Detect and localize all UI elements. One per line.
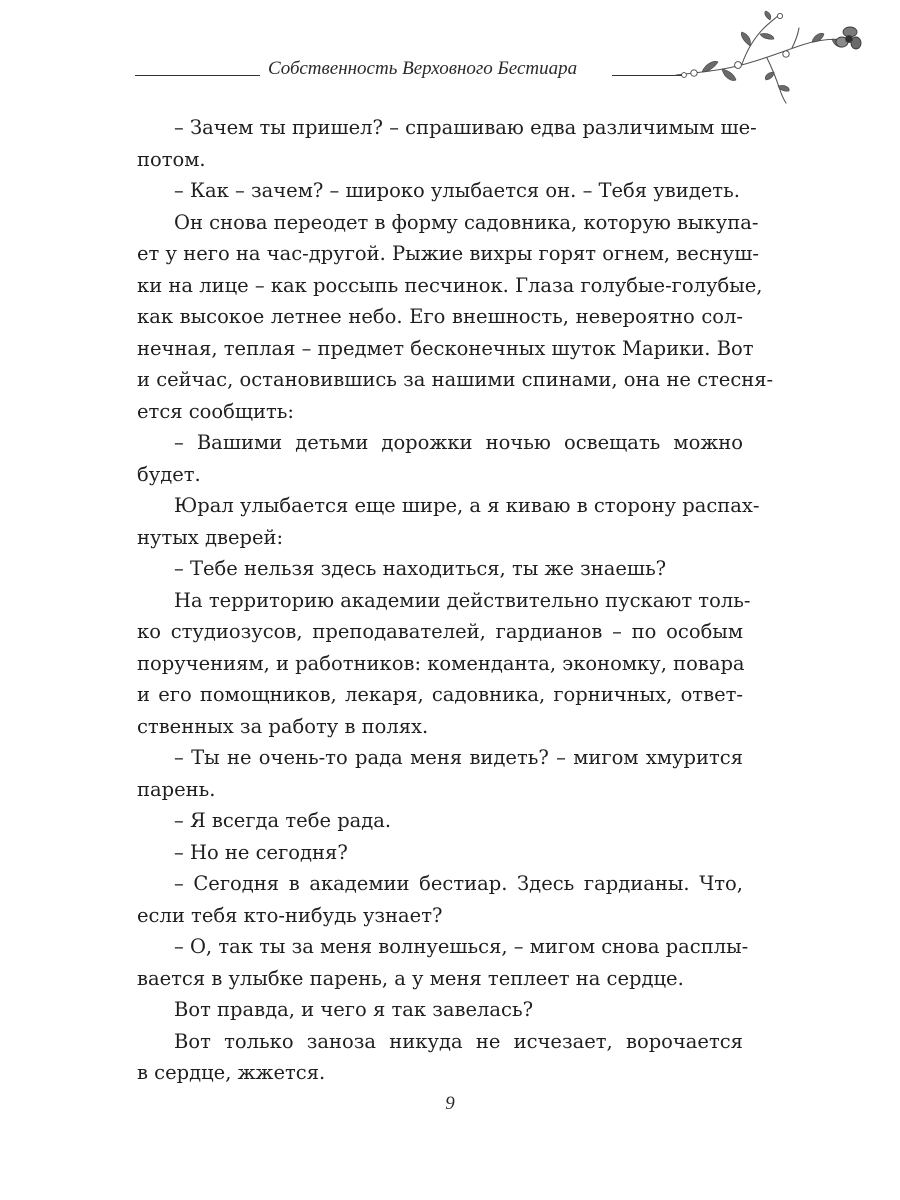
text-line: как высокое летнее небо. Его внешность, невероятно сол- (137, 305, 743, 328)
floral-vine-icon (672, 10, 862, 105)
text-line: нечная, теплая – предмет бесконечных шуток Марики. Вот (137, 336, 754, 360)
text-line: ки на лице – как россыпь песчинок. Глаза голубые-голубые, (137, 273, 763, 297)
text-line: – Я всегда тебе рада. (174, 809, 392, 832)
running-title: Собственность Верховного Бестиара (268, 58, 578, 79)
text-line: Вот только заноза никуда не исчезает, ворочается (174, 1029, 743, 1053)
body-text (137, 112, 774, 1089)
page-number: 9 (445, 1093, 455, 1114)
text-line: – Но не сегодня? (174, 840, 348, 864)
text-line: ственных за работу в полях. (137, 714, 429, 738)
text-line: и его помощников, лекаря, садовника, горничных, ответ- (137, 683, 743, 706)
text-line: вается в улыбке парень, а у меня теплеет на сердце. (137, 966, 684, 990)
text-line: в сердце, жжется. (137, 1061, 326, 1084)
text-line: Юрал улыбается еще шире, а я киваю в сторону распах- (174, 494, 760, 517)
text-line: На территорию академии действительно пускают толь- (174, 588, 751, 612)
text-line: – Зачем ты пришел? – спрашиваю едва различимым ше- (174, 116, 757, 139)
text-line: Вот правда, и чего я так завелась? (174, 998, 534, 1021)
text-line: ко студиозусов, преподавателей, гардианов – по особым (137, 620, 743, 643)
text-line: если тебя кто-нибудь узнает? (137, 903, 443, 927)
text-line: – О, так ты за меня волнуешься, – мигом снова расплы- (174, 935, 749, 958)
text-line: потом. (137, 147, 206, 171)
text-line: поручениям, и работников: коменданта, экономку, повара (137, 651, 745, 675)
text-line: – Тебе нельзя здесь находиться, ты же знаешь? (174, 557, 667, 580)
text-line: – Ты не очень-то рада меня видеть? – мигом хмурится (174, 746, 743, 769)
text-line: – Сегодня в академии бестиар. Здесь гардианы. Что, (174, 872, 743, 895)
text-line: и сейчас, остановившись за нашими спинами, она не стесня- (137, 368, 774, 391)
text-line: парень. (137, 777, 216, 801)
header-rule-left (135, 75, 260, 76)
text-line: ет у него на час-другой. Рыжие вихры горят огнем, веснуш- (137, 242, 759, 265)
text-line: нутых дверей: (137, 525, 284, 549)
text-line: ется сообщить: (137, 399, 294, 423)
text-line: будет. (137, 462, 201, 486)
text-line: Он снова переодет в форму садовника, которую выкупа- (174, 210, 759, 234)
text-line: – Как – зачем? – широко улыбается он. – Тебя увидеть. (174, 179, 740, 202)
text-line: – Вашими детьми дорожки ночью освещать можно (174, 431, 743, 454)
